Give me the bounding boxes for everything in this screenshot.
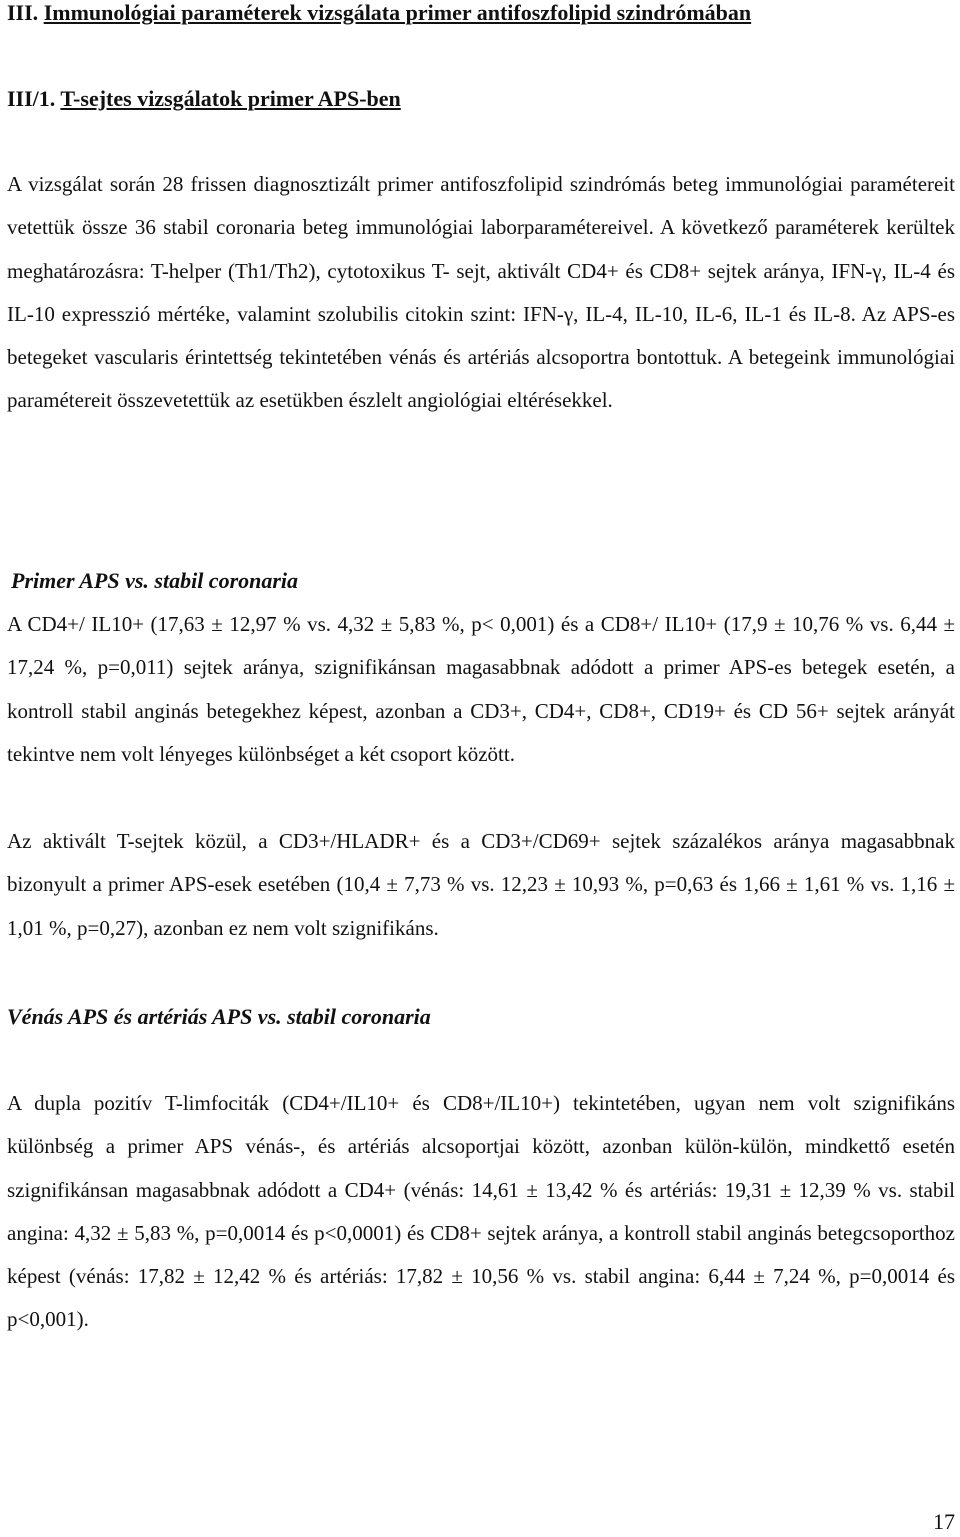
intro-paragraph: A vizsgálat során 28 frissen diagnosztizált primer antifoszfolipid szindrómás beteg immunológiai paramétereit vetettük össze 36 stabil coronaria beteg immunológiai laborparamétereivel. A következő paraméterek kerültek meghatározásra: T-helper (Th1/Th2), cytotoxikus T- sejt, aktivált CD4+ és CD8+ sejtek aránya, IFN-γ, IL-4 és IL-10 expresszió mértéke, valamint szolubilis citokin szint: IFN-γ, IL-4, IL-10, IL-6, IL-1 és IL-8. Az APS-es betegeket vascularis érintettség tekintetében vénás és artériás alcsoportra bontottuk. A betegeink immunológiai paramétereit összevetettük az esetükben észlelt angiológiai eltérésekkel. [7,172,955,413]
venas-subheading: Vénás APS és artériás APS vs. stabil coronaria [7,1004,431,1029]
primer-subheading: Primer APS vs. stabil coronaria [11,568,299,593]
subsection-heading-title: T-sejtes vizsgálatok primer APS-ben [60,86,401,111]
section-heading-number: III. [7,0,39,25]
subsection-heading [7,86,401,112]
primer-paragraph-1: A CD4+/ IL10+ (17,63 ± 12,97 % vs. 4,32 ± 5,83 %, p< 0,001) és a CD8+/ IL10+ (17,9 ± 10,76 % vs. 6,44 ± 17,24 %, p=0,011) sejtek aránya, szignifikánsan magasabbnak adódott a primer APS-es betegek esetén, a kontroll stabil anginás betegekhez képest, azonban a CD3+, CD4+, CD8+, CD19+ és CD 56+ sejtek arányát tekintve nem volt lényeges különbséget a két csoport között. [7,612,955,766]
section-heading [7,0,751,26]
primer-paragraph-2: Az aktivált T-sejtek közül, a CD3+/HLADR+ és a CD3+/CD69+ sejtek százalékos aránya magasabbnak bizonyult a primer APS-esek esetében (10,4 ± 7,73 % vs. 12,23 ± 10,93 %, p=0,63 és 1,66 ± 1,61 % vs. 1,16 ± 1,01 %, p=0,27), azonban ez nem volt szignifikáns. [7,829,955,940]
page-number: 17 [933,1509,955,1534]
section-heading-title: Immunológiai paraméterek vizsgálata primer antifoszfolipid szindrómában [43,0,752,25]
venas-paragraph-1: A dupla pozitív T-limfociták (CD4+/IL10+ és CD8+/IL10+) tekintetében, ugyan nem volt szignifikáns különbség a primer APS vénás-, és artériás alcsoportjai között, azonban külön-külön, mindkettő esetén szignifikánsan magasabbnak adódott a CD4+ (vénás: 14,61 ± 13,42 % és artériás: 19,31 ± 12,39 % vs. stabil angina: 4,32 ± 5,83 %, p=0,0014 és p<0,0001) és CD8+ sejtek aránya, a kontroll stabil anginás betegcsoporthoz képest (vénás: 17,82 ± 12,42 % és artériás: 17,82 ± 10,56 % vs. stabil angina: 6,44 ± 7,24 %, p=0,0014 és p<0,001). [7,1091,955,1332]
subsection-heading-number: III/1. [7,86,56,111]
